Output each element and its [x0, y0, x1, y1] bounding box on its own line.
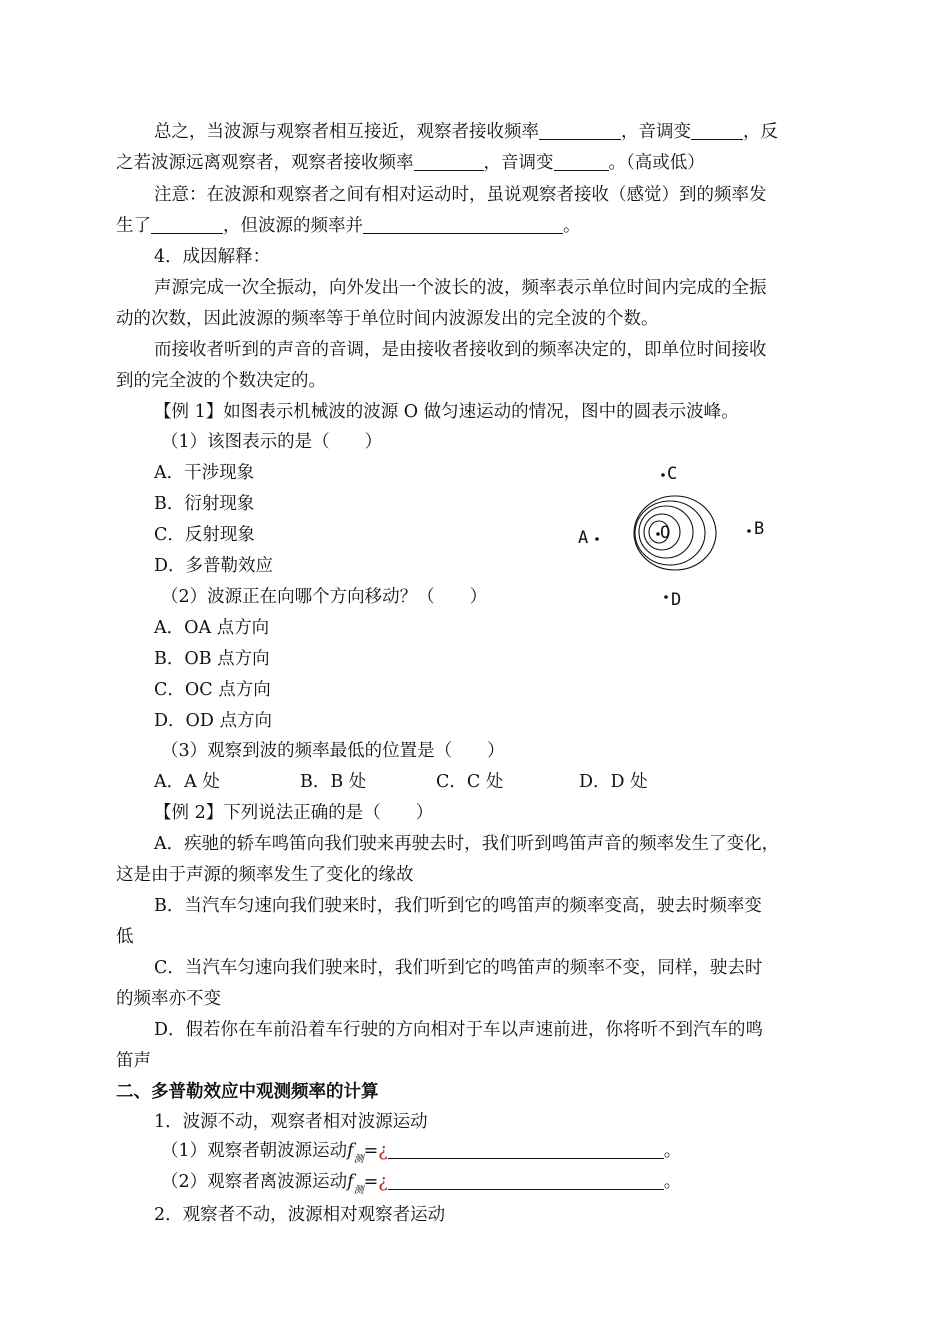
- answer-blank: [691, 121, 743, 140]
- q2-option-a: A．OA 点方向: [154, 618, 270, 638]
- label-d: D: [671, 590, 682, 610]
- section-4-title: 4．成因解释：: [154, 247, 271, 267]
- q2-option-d: D．OD 点方向: [154, 711, 272, 731]
- example2-stem: 【例 2】下列说法正确的是（ ）: [154, 803, 434, 823]
- doppler-wavefront-figure: [570, 455, 780, 615]
- q2-option-b: B．OB 点方向: [154, 649, 270, 669]
- q3-option-a: A．A 处: [154, 772, 220, 792]
- example1-stem: 【例 1】如图表示机械波的波源 O 做匀速运动的情况，图中的圆表示波峰。: [154, 402, 739, 422]
- summary-text: ，音调变: [621, 122, 691, 142]
- equals-sign: =: [363, 1172, 379, 1192]
- summary-line-1: [154, 120, 778, 144]
- answer-blank: [539, 121, 621, 140]
- f-symbol: f: [347, 1141, 354, 1161]
- summary-text: 。（高或低）: [608, 153, 705, 173]
- label-c: C: [667, 464, 678, 484]
- point-b-dot: [747, 529, 751, 533]
- note-text: 。: [563, 216, 581, 236]
- period: 。: [663, 1141, 682, 1161]
- label-o: O: [660, 523, 671, 543]
- q3-option-b: B．B 处: [300, 772, 367, 792]
- point-d-dot: [664, 595, 668, 599]
- answer-blank: [363, 215, 563, 234]
- label-a: A: [578, 528, 589, 548]
- f-subscript: 测: [353, 1154, 364, 1165]
- case1-sub2-label: （2）观察者离波源运动: [161, 1172, 348, 1192]
- summary-text: ，音调变: [483, 153, 554, 173]
- note-text: 生了: [116, 216, 151, 236]
- section-2-title: 二、多普勒效应中观测频率的计算: [116, 1082, 379, 1102]
- note-line-1: 注意：在波源和观察者之间有相对运动时，虽说观察者接收（感觉）到的频率发: [154, 185, 767, 205]
- ex2-option-b-line-2: 低: [116, 927, 134, 947]
- summary-text: ，反: [743, 122, 778, 142]
- point-a-dot: [595, 537, 599, 541]
- ex2-option-d-line-1: D．假若你在车前沿着车行驶的方向相对于车以声速前进，你将听不到汽车的鸣: [154, 1020, 764, 1040]
- ex2-option-a-line-2: 这是由于声源的频率发生了变化的缘故: [116, 865, 414, 885]
- case1-sub1-label: （1）观察者朝波源运动: [161, 1141, 348, 1161]
- answer-blank: [414, 152, 484, 171]
- case1-sub1: [161, 1139, 681, 1172]
- ex2-option-a-line-1: A．疾驰的轿车鸣笛向我们驶来再驶去时，我们听到鸣笛声音的频率发生了变化，: [154, 834, 780, 854]
- q1-option-b: B．衍射现象: [154, 494, 255, 514]
- answer-blank: [151, 215, 223, 234]
- explain1-line-2: 动的次数，因此波源的频率等于单位时间内波源发出的完全波的个数。: [116, 309, 659, 329]
- formula-glyph: ¿: [378, 1172, 388, 1192]
- ex2-option-c-line-2: 的频率亦不变: [116, 989, 221, 1009]
- formula-blank: [388, 1171, 664, 1190]
- explain2-line-2: 到的完全波的个数决定的。: [116, 371, 326, 391]
- explain1-line-1: 声源完成一次全振动，向外发出一个波长的波，频率表示单位时间内完成的全振: [154, 278, 767, 298]
- summary-text: 之若波源远离观察者，观察者接收频率: [116, 153, 414, 173]
- formula-blank: [388, 1140, 664, 1159]
- case1-title: 1．波源不动，观察者相对波源运动: [154, 1112, 428, 1132]
- explain2-line-1: 而接收者听到的声音的音调，是由接收者接收到的频率决定的，即单位时间接收: [154, 340, 767, 360]
- case2-title: 2．观察者不动，波源相对观察者运动: [154, 1205, 446, 1225]
- q1-option-d: D．多普勒效应: [154, 556, 274, 576]
- example1-question-3: （3）观察到波的频率最低的位置是（ ）: [161, 741, 505, 761]
- summary-text: 总之，当波源与观察者相互接近，观察者接收频率: [154, 122, 539, 142]
- f-symbol: f: [347, 1172, 354, 1192]
- f-subscript: 测: [353, 1185, 364, 1196]
- ex2-option-c-line-1: C．当汽车匀速向我们驶来时，我们听到它的鸣笛声的频率不变，同样，驶去时: [154, 958, 763, 978]
- q2-option-c: C．OC 点方向: [154, 680, 271, 700]
- q3-option-d: D．D 处: [579, 772, 648, 792]
- example1-question-2: （2）波源正在向哪个方向移动？（ ）: [161, 587, 488, 607]
- example1-question-1: （1）该图表示的是（ ）: [161, 432, 383, 452]
- equals-sign: =: [363, 1141, 379, 1161]
- note-line-2: [116, 214, 581, 238]
- formula-glyph: ¿: [378, 1141, 388, 1161]
- q3-option-c: C．C 处: [436, 772, 504, 792]
- summary-line-2: [116, 151, 705, 175]
- case1-sub2: [161, 1170, 681, 1203]
- answer-blank: [554, 152, 609, 171]
- q1-option-a: A．干涉现象: [154, 463, 255, 483]
- q1-option-c: C．反射现象: [154, 525, 255, 545]
- ex2-option-b-line-1: B．当汽车匀速向我们驶来时，我们听到它的鸣笛声的频率变高，驶去时频率变: [154, 896, 762, 916]
- point-c-dot: [661, 473, 665, 477]
- period: 。: [663, 1172, 682, 1192]
- ex2-option-d-line-2: 笛声: [116, 1051, 151, 1071]
- note-text: ，但波源的频率并: [223, 216, 363, 236]
- label-b: B: [754, 519, 765, 539]
